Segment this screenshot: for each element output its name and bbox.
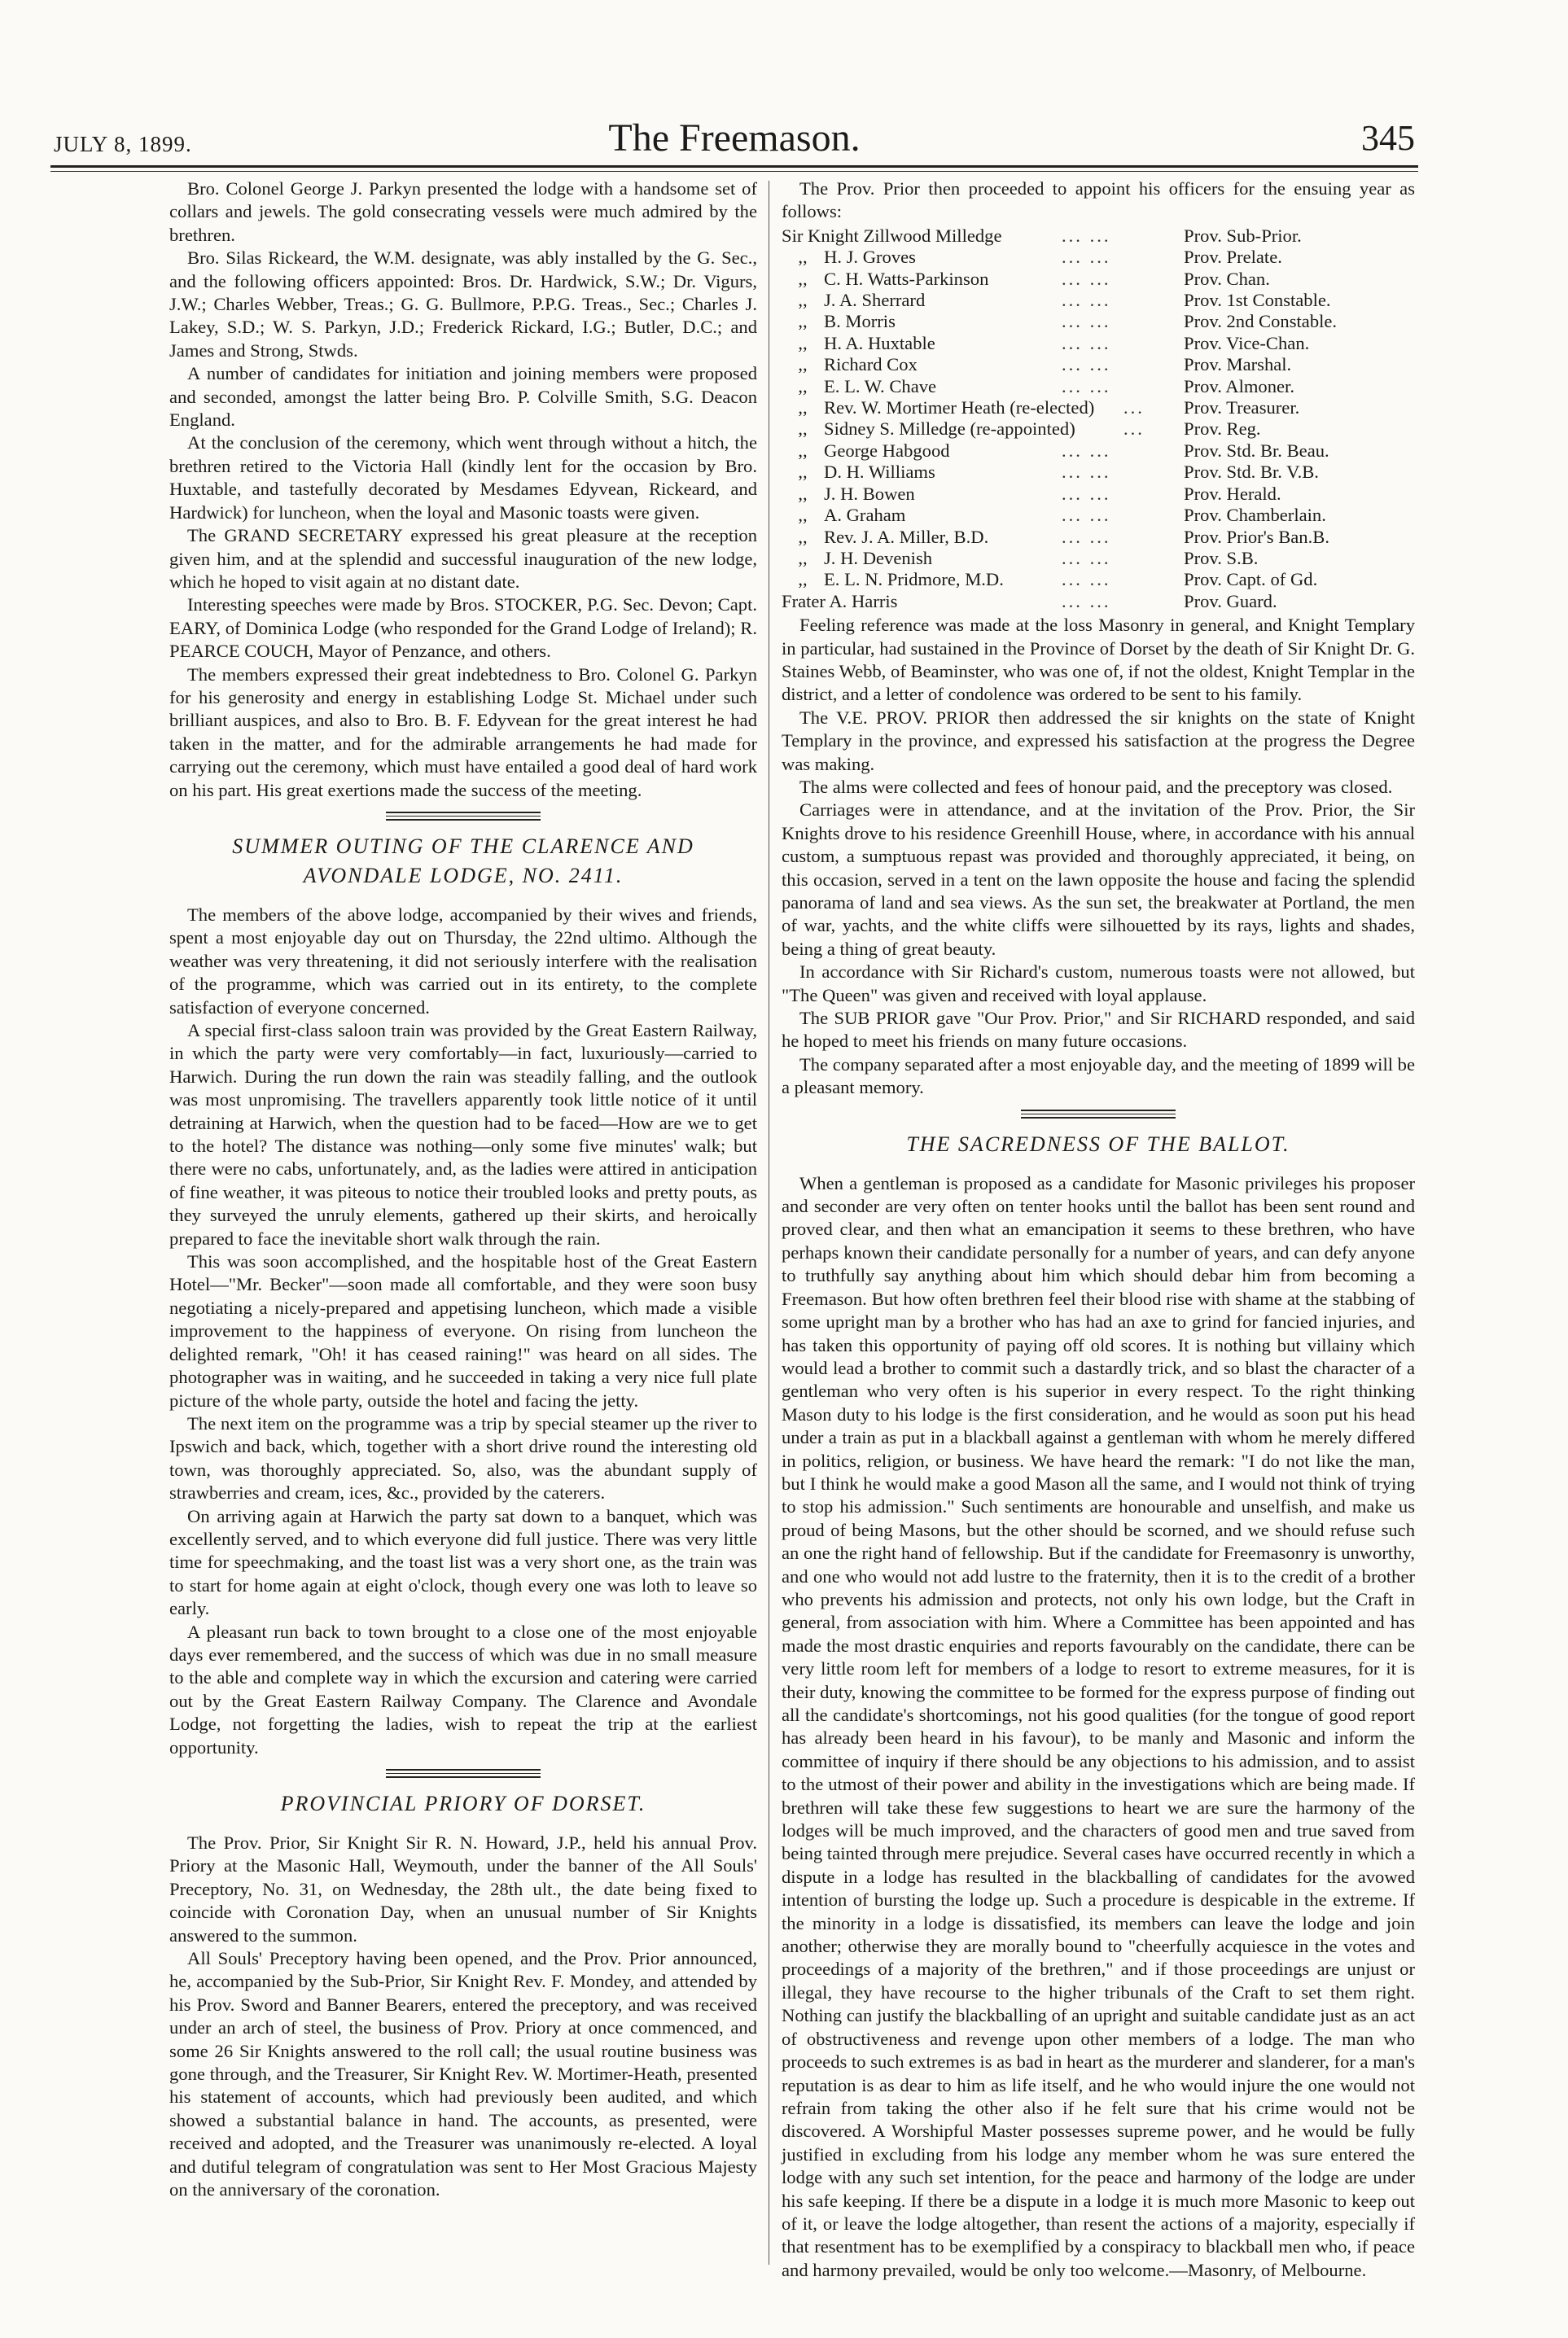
officer-name: Richard Cox xyxy=(824,354,918,375)
summer-outing-heading: SUMMER OUTING OF THE CLARENCE AND AVONDALE LODGE, NO. 2411. xyxy=(232,834,694,887)
officer-row: ,, J. H. Devenish ... ... Prov. S.B. xyxy=(782,548,1415,569)
officer-row: ,, Sidney S. Milledge (re-appointed) ... Prov. Reg. xyxy=(782,418,1415,440)
officer-name: J. H. Bowen xyxy=(824,483,915,504)
article-paragraph: The V.E. PROV. PRIOR then addressed the sir knights on the state of Knight Templary in the province, and expressed his satisfaction at the progress the Degree was making. xyxy=(782,707,1415,774)
section-separator xyxy=(386,812,541,821)
officer-name: H. J. Groves xyxy=(824,247,916,268)
officer-row: ,, C. H. Watts-Parkinson ... ... Prov. Chan. xyxy=(782,269,1415,290)
officer-row: Frater A. Harris ... ... Prov. Guard. xyxy=(782,591,1415,612)
officer-name: E. L. N. Pridmore, M.D. xyxy=(824,569,1004,590)
officer-name: J. H. Devenish xyxy=(824,547,933,568)
article-paragraph: The Prov. Prior then proceeded to appoint his officers for the ensuing year as follows: xyxy=(782,178,1415,222)
article-paragraph: The SUB PRIOR gave "Our Prov. Prior," and Sir RICHARD responded, and said he hoped to meet his friends on many future occasions. xyxy=(782,1008,1415,1052)
article-paragraph: When a gentleman is proposed as a candidate for Masonic privileges his proposer and seconder are very often on tenter hooks until the ballot has been sent round and proved clear, and then what an emancipation it seems to these brethren, who have perhaps known their candidate personally for a number of years, and can defy anyone to truthfully say anything about him which should debar him from becoming a Freemason. But how often brethren feel their blood rise with shame at the stabbing of some upright man by a brother who has had an axe to grind for fancied injuries, and has taken this opportunity of paying off old scores. It is nothing but villainy which would lead a brother to commit such a dastardly trick, and so blast the character of a gentleman who very often is his superior in every respect. To the right thinking Mason duty to his lodge is the first consideration, and he would as soon put his head under a train as put in a blackball against a gentleman with whom he merely differed in politics, religion, or business. We have heard the remark: "I do not like the man, but I think he would make a good Mason all the same, and I would not think of trying to stop his admission." Such sentiments are honourable and unselfish, and make us proud of being Masons, but the other should be scorned, and we should refuse such an one the right hand of fellowship. But if the candidate for Freemasonry is unworthy, and one who would not add lustre to the fraternity, then it is to the credit of a brother who prevents his admission and protects, not only his own lodge, but the Craft in general, from association with him. Where a Committee has been appointed and has made the most drastic enquiries and reports favourably on the candidate, there can be very little room left for members of a lodge to resort to extreme measures, for it is their duty, knowing the committee to be formed for the express purpose of finding out all the candidate's shortcomings, not his good qualities (for the tongue of good report has already been heard in his favour), to be manly and Masonic and inform the committee of inquiry if there should be any objections to his admission, and to assist to the utmost of their power and ability in the investigations which are being made. If brethren will take these few suggestions to heart we are sure the harmony of the lodges will be much improved, and the characters of good men and true saved from being tainted through mere prejudice. Several cases have occurred recently in which a dispute in a lodge has resulted in the blackballing of candidates for the avowed intention of bursting the lodge up. Such a procedure is despicable in the extreme. If the minority in a lodge is dissatisfied, its members can leave the lodge and join another; otherwise they are morally bound to "cheerfully acquiesce in the votes and proceedings of a majority of the brethren," and if those proceedings are unjust or illegal, they have recourse to the higher tribunals of the Craft to set them right. Nothing can justify the blackballing of an upright and suitable candidate just as an act of obstructiveness and revenge upon other members of a lodge. The man who proceeds to such extremes is as bad in heart as the murderer and slanderer, for a man's reputation is as dear to him as life itself, and he who would injure the one would not refrain from taking the other also if he felt sure that his crime would not be discovered. A Worshipful Master possesses supreme power, and he would be fully justified in excluding from his lodge any member whom he was sure entered the lodge with any such set intention, for the peace and harmony of the lodge are under his safe keeping. If there be a dispute in a lodge it is much more Masonic to keep out of it, or leave the lodge altogether, than resent the actions of a majority, especially if that resentment has to be exemplified by a conspiracy to blackball men who, if peace and harmony prevailed, would be only too welcome.—Masonry, of Melbourne. xyxy=(782,1172,1415,2280)
officer-office: Prov. Herald. xyxy=(1184,483,1281,504)
officer-office: Prov. Marshal. xyxy=(1184,354,1292,375)
officer-row: ,, Rev. W. Mortimer Heath (re-elected) ... Prov. Treasurer. xyxy=(782,397,1415,418)
officer-name: George Habgood xyxy=(824,440,950,461)
left-column xyxy=(169,177,757,2202)
officer-office: Prov. 2nd Constable. xyxy=(1184,311,1338,332)
officer-row: ,, Rev. J. A. Miller, B.D. ... ... Prov. Prior's Ban.B. xyxy=(782,527,1415,548)
section-separator xyxy=(386,1769,541,1778)
article-paragraph: Bro. Colonel George J. Parkyn presented the lodge with a handsome set of collars and jewels. The gold consecrating vessels were much admired by the brethren. xyxy=(169,178,757,245)
article-paragraph: The GRAND SECRETARY expressed his great pleasure at the reception given him, and at the splendid and successful inauguration of the new lodge, which he hoped to visit again at no distant date. xyxy=(169,525,757,592)
article-paragraph: The Prov. Prior, Sir Knight Sir R. N. Howard, J.P., held his annual Prov. Priory at the Masonic Hall, Weymouth, under the banner of the All Souls' Preceptory, No. 31, on Wednesday, the 28th ult., the date being fixed to coincide with Coronation Day, when an unusual number of Sir Knights answered to the summon. xyxy=(169,1832,757,1946)
officer-row: ,, George Habgood ... ... Prov. Std. Br. Beau. xyxy=(782,440,1415,462)
officer-name: Sir Knight Zillwood Milledge xyxy=(782,225,1002,246)
article-paragraph: The company separated after a most enjoyable day, and the meeting of 1899 will be a pleasant memory. xyxy=(782,1053,1415,1098)
officer-row: ,, J. H. Bowen ... ... Prov. Herald. xyxy=(782,484,1415,505)
officer-row: ,, E. L. W. Chave ... ... Prov. Almoner. xyxy=(782,376,1415,397)
article-paragraph: The members of the above lodge, accompanied by their wives and friends, spent a most enjoyable day out on Thursday, the 22nd ultimo. Although the weather was very threatening, it did not seriously interfere with the realisation of the programme, which was carried out in its entirety, to the complete satisfaction of everyone concerned. xyxy=(169,904,757,1018)
article-paragraph: A special first-class saloon train was provided by the Great Eastern Railway, in which the party were very comfortably—in fact, luxuriously—carried to Harwich. During the run down the rain was steadily falling, and the outlook was most unpromising. The travellers apparently took little notice of it until detraining at Harwich, when the question had to be faced—How are we to get to the hotel? The distance was nothing—only some five minutes' walk; but there were no cabs, unfortunately, and, as the ladies were attired in anticipation of fine weather, it was piteous to notice their troubled looks and pretty pouts, as they surveyed the unruly elements, gathered up their skirts, and heroically prepared to face the inevitable short walk through the rain. xyxy=(169,1020,757,1249)
issue-date: JULY 8, 1899. xyxy=(54,132,192,156)
article-paragraph: The members expressed their great indebtedness to Bro. Colonel G. Parkyn for his generosity and energy in establishing Lodge St. Michael under such brilliant auspices, and also to Bro. B. F. Edyvean for the great interest he had taken in the matter, and for the admirable arrangements he had made for carrying out the ceremony, which must have entailed a good deal of hard work on his part. His great exertions made the success of the meeting. xyxy=(169,663,757,800)
article-paragraph: The next item on the programme was a trip by special steamer up the river to Ipswich and back, which, together with a short drive round the interesting old town, was thoroughly appreciated. So, also, was the abundant supply of strawberries and cream, ices, &c., provided by the caterers. xyxy=(169,1412,757,1504)
article-paragraph: The alms were collected and fees of honour paid, and the preceptory was closed. xyxy=(799,776,1393,797)
officer-row: ,, H. J. Groves ... ... Prov. Prelate. xyxy=(782,247,1415,268)
officer-name: C. H. Watts-Parkinson xyxy=(824,268,989,289)
masthead xyxy=(50,114,1418,164)
officer-name: H. A. Huxtable xyxy=(824,332,935,353)
officer-name: Frater A. Harris xyxy=(782,590,898,611)
officer-office: Prov. Chan. xyxy=(1184,268,1270,289)
officer-office: Prov. Almoner. xyxy=(1184,375,1294,396)
officer-row: ,, B. Morris ... ... Prov. 2nd Constable. xyxy=(782,311,1415,332)
officer-name: Sidney S. Milledge (re-appointed) xyxy=(824,418,1075,440)
officer-office: Prov. Prior's Ban.B. xyxy=(1184,526,1329,547)
officer-row: ,, Richard Cox ... ... Prov. Marshal. xyxy=(782,354,1415,375)
article-paragraph: All Souls' Preceptory having been opened, and the Prov. Prior announced, he, accompanied by the Sub-Prior, Sir Knight Rev. F. Mondey, and attended by his Prov. Sword and Banner Bearers, entered the preceptory, and was received under an arch of steel, the business of Prov. Priory at once commenced, and some 26 Sir Knights answered to the roll call; the usual routine business was gone through, and the Treasurer, Sir Knight Rev. W. Mortimer-Heath, presented his statement of accounts, which had previously been audited, and which showed a substantial balance in hand. The accounts, as presented, were received and adopted, and the Treasurer was unanimously re-elected. A loyal and dutiful telegram of congratulation was sent to Her Most Gracious Majesty on the anniversary of the coronation. xyxy=(169,1948,757,2200)
officer-office: Prov. Prelate. xyxy=(1184,247,1282,268)
officer-row: ,, D. H. Williams ... ... Prov. Std. Br. V.B. xyxy=(782,462,1415,483)
officer-name: Rev. J. A. Miller, B.D. xyxy=(824,526,989,547)
officer-office: Prov. Vice-Chan. xyxy=(1184,332,1310,353)
officer-name: A. Graham xyxy=(824,505,906,526)
officer-office: Prov. Std. Br. V.B. xyxy=(1184,462,1319,483)
page-number: 345 xyxy=(1361,118,1415,158)
article-paragraph: At the conclusion of the ceremony, which went through without a hitch, the brethren retired to the Victoria Hall (kindly lent for the occasion by Bro. Huxtable, and tastefully decorated by Mesdames Edyvean, Rickeard, and Hardwick) for luncheon, when the loyal and Masonic toasts were given. xyxy=(169,432,757,523)
officer-name: J. A. Sherrard xyxy=(824,290,926,311)
officer-office: Prov. Guard. xyxy=(1184,590,1277,611)
officer-row: ,, E. L. N. Pridmore, M.D. ... ... Prov. Capt. of Gd. xyxy=(782,569,1415,590)
officer-office: Prov. S.B. xyxy=(1184,547,1259,568)
officer-office: Prov. Sub-Prior. xyxy=(1184,225,1302,246)
article-paragraph: Carriages were in attendance, and at the invitation of the Prov. Prior, the Sir Knights drove to his residence Greenhill House, where, in accordance with his annual custom, a sumptuous repast was provided and thoroughly appreciated, it being, on this occasion, served in a tent on the lawn opposite the house and facing the splendid panorama of land and sea views. As the sun set, the breakwater at Portland, the men of war, yachts, and the white cliffs were silhouetted by its rays, lights and shades, being a thing of great beauty. xyxy=(782,799,1415,959)
ballot-heading: THE SACREDNESS OF THE BALLOT. xyxy=(906,1132,1290,1156)
article-paragraph: This was soon accomplished, and the hospitable host of the Great Eastern Hotel—"Mr. Becker"—soon made all comfortable, and they were soon busy negotiating a nicely-prepared and appetising luncheon, which made a visible improvement to the happiness of everyone. On rising from luncheon the delighted remark, "Oh! it has ceased raining!" was heard on all sides. The photographer was in waiting, and he succeeded in taking a very nice full plate picture of the whole party, outside the hotel and facing the jetty. xyxy=(169,1251,757,1411)
officer-name: D. H. Williams xyxy=(824,462,935,483)
newspaper-title: The Freemason. xyxy=(608,116,861,160)
officer-office: Prov. Reg. xyxy=(1184,418,1261,440)
officer-office: Prov. 1st Constable. xyxy=(1184,290,1331,311)
article-paragraph: Interesting speeches were made by Bros. STOCKER, P.G. Sec. Devon; Capt. EARY, of Dominica Lodge (who responded for the Grand Lodge of Ireland); R. PEARCE COUCH, Mayor of Penzance, and others. xyxy=(169,594,757,662)
officer-office: Prov. Capt. of Gd. xyxy=(1184,569,1318,590)
officer-office: Prov. Treasurer. xyxy=(1184,397,1300,418)
officer-name: B. Morris xyxy=(824,311,896,332)
header-rule xyxy=(50,165,1418,172)
officer-row: ,, J. A. Sherrard ... ... Prov. 1st Constable. xyxy=(782,290,1415,311)
leader-dots: ... ... xyxy=(1062,225,1111,246)
right-column xyxy=(782,177,1415,2282)
officer-row: ,, H. A. Huxtable ... ... Prov. Vice-Chan. xyxy=(782,333,1415,354)
article-paragraph: A pleasant run back to town brought to a close one of the most enjoyable days ever remembered, and the success of which was due in no small measure to the able and complete way in which the excursion and catering were carried out by the Great Eastern Railway Company. The Clarence and Avondale Lodge, not forgetting the ladies, wish to repeat the trip at the earliest opportunity. xyxy=(169,1621,757,1758)
officer-name: Rev. W. Mortimer Heath (re-elected) xyxy=(824,397,1095,418)
section-separator xyxy=(1021,1110,1176,1119)
officer-office: Prov. Std. Br. Beau. xyxy=(1184,440,1329,461)
article-paragraph: Bro. Silas Rickeard, the W.M. designate, was ably installed by the G. Sec., and the following officers appointed: Bros. Dr. Hardwick, S.W.; Dr. Vigurs, J.W.; Charles Webber, Treas.; G. G. Bullmore, P.P.G. Treas., Sec.; Charles J. Lakey, S.D.; W. S. Parkyn, J.D.; Frederick Rickard, I.G.; Butler, D.C.; and James and Strong, Stwds. xyxy=(169,247,757,361)
article-paragraph: On arriving again at Harwich the party sat down to a banquet, which was excellently served, and to which everyone did full justice. There was very little time for speechmaking, and the toast list was a very short one, as the train was to start for home again at eight o'clock, though every one was loth to leave so early. xyxy=(169,1505,757,1619)
officer-row: ,, A. Graham ... ... Prov. Chamberlain. xyxy=(782,505,1415,526)
officers-list xyxy=(782,225,1415,612)
officer-name: E. L. W. Chave xyxy=(824,375,937,396)
officer-office: Prov. Chamberlain. xyxy=(1184,505,1326,526)
article-paragraph: In accordance with Sir Richard's custom, numerous toasts were not allowed, but "The Queen" was given and received with loyal applause. xyxy=(782,961,1415,1005)
article-paragraph: A number of candidates for initiation and joining members were proposed and seconded, amongst the latter being Bro. P. Colville Smith, S.G. Deacon England. xyxy=(169,363,757,431)
officer-row xyxy=(782,225,1415,247)
article-paragraph: Feeling reference was made at the loss Masonry in general, and Knight Templary in particular, had sustained in the Province of Dorset by the death of Sir Knight Dr. G. Staines Webb, of Beaminster, who was one of, if not the oldest, Knight Templar in the district, and a letter of condolence was ordered to be sent to his family. xyxy=(782,615,1415,705)
provincial-priory-heading: PROVINCIAL PRIORY OF DORSET. xyxy=(280,1792,646,1815)
